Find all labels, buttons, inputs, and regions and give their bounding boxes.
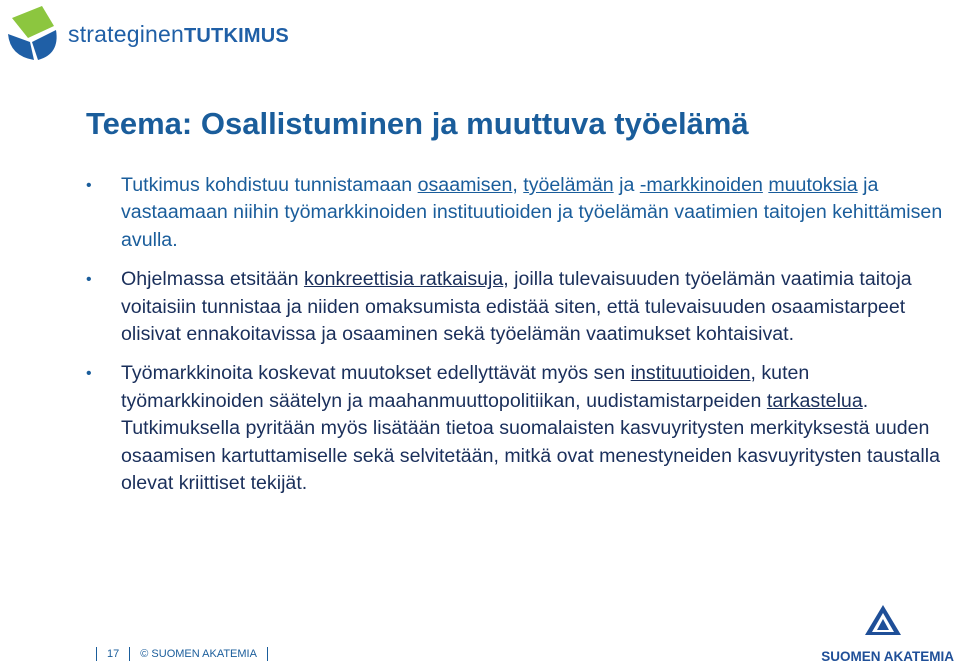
footer-divider bbox=[96, 647, 97, 661]
bullet-item bbox=[86, 360, 954, 497]
underlined-term: osaamisen bbox=[417, 174, 513, 196]
bullet-text-segment: . Tutkimuksella pyritään myös lisätään tietoa suomalaisten kasvuyritysten merkityksestä uuden osaamisen kartuttamiselle sekä selvitetään, mitkä ovat menestyneiden kasvuyritysten taustalla olevat kriittiset tekijät. bbox=[121, 389, 940, 495]
bullet-text-segment: ja vastaamaan niihin työmarkkinoiden instituutioiden ja työelämän vaatimien taitojen kehittämisen avulla. bbox=[121, 174, 943, 251]
underlined-term: -markkinoiden bbox=[639, 174, 763, 196]
bullet-text-segment: ja bbox=[613, 174, 640, 196]
akatemia-triangle-icon bbox=[864, 604, 902, 636]
logo-word-tutkimus: TUTKIMUS bbox=[184, 24, 289, 47]
logo-mark-icon bbox=[4, 4, 64, 64]
bullet-text-segment: , bbox=[512, 174, 524, 196]
bullet-list bbox=[86, 172, 954, 509]
bullet-text-segment: Tutkimus kohdistuu tunnistamaan bbox=[121, 174, 418, 196]
underlined-term: instituutioiden bbox=[630, 362, 751, 385]
bullet-item bbox=[86, 172, 954, 254]
brand-name: SUOMEN AKATEMIA bbox=[821, 649, 954, 664]
underlined-term: konkreettisia ratkaisuja bbox=[303, 268, 504, 291]
underlined-term: tarkastelua bbox=[766, 389, 863, 412]
bullet-text-segment: Ohjelmassa etsitään bbox=[121, 268, 304, 291]
bullet-glyph: • bbox=[86, 271, 92, 289]
suomen-akatemia-logo bbox=[814, 604, 954, 664]
slide-title: Teema: Osallistuminen ja muuttuva työelämä bbox=[86, 106, 749, 141]
footer-copyright: © SUOMEN AKATEMIA bbox=[140, 648, 257, 660]
bullet-glyph: • bbox=[86, 177, 92, 194]
page-number: 17 bbox=[107, 648, 120, 660]
logo-word-strateginen: strateginen bbox=[68, 20, 184, 47]
underlined-term: työelämän bbox=[523, 174, 614, 196]
bullet-text bbox=[121, 174, 942, 251]
bullet-item bbox=[86, 266, 954, 348]
bullet-text-segment: , kuten työmarkkinoiden säätelyn ja maahanmuuttopolitiikan, uudistamistarpeiden bbox=[121, 362, 810, 412]
bullet-text bbox=[121, 362, 940, 494]
slide-footer bbox=[86, 647, 278, 661]
bullet-text-segment: , joilla tulevaisuuden työelämän vaatimia taitoja voitaisiin tunnistaa ja niiden omaksumista edistää siten, että tulevaisuuden osaamistarpeet olisivat ennakoitavissa ja osaaminen sekä työelämän vaatimukset kohtaisivat. bbox=[121, 268, 912, 346]
footer-divider bbox=[129, 647, 130, 661]
strateginen-tutkimus-logo bbox=[4, 4, 289, 64]
bullet-text-segment: Työmarkkinoita koskevat muutokset edellyttävät myös sen bbox=[121, 362, 631, 385]
underlined-term: muutoksia bbox=[768, 174, 858, 196]
bullet-glyph: • bbox=[86, 365, 92, 383]
footer-divider bbox=[267, 647, 268, 661]
bullet-text bbox=[121, 268, 912, 345]
